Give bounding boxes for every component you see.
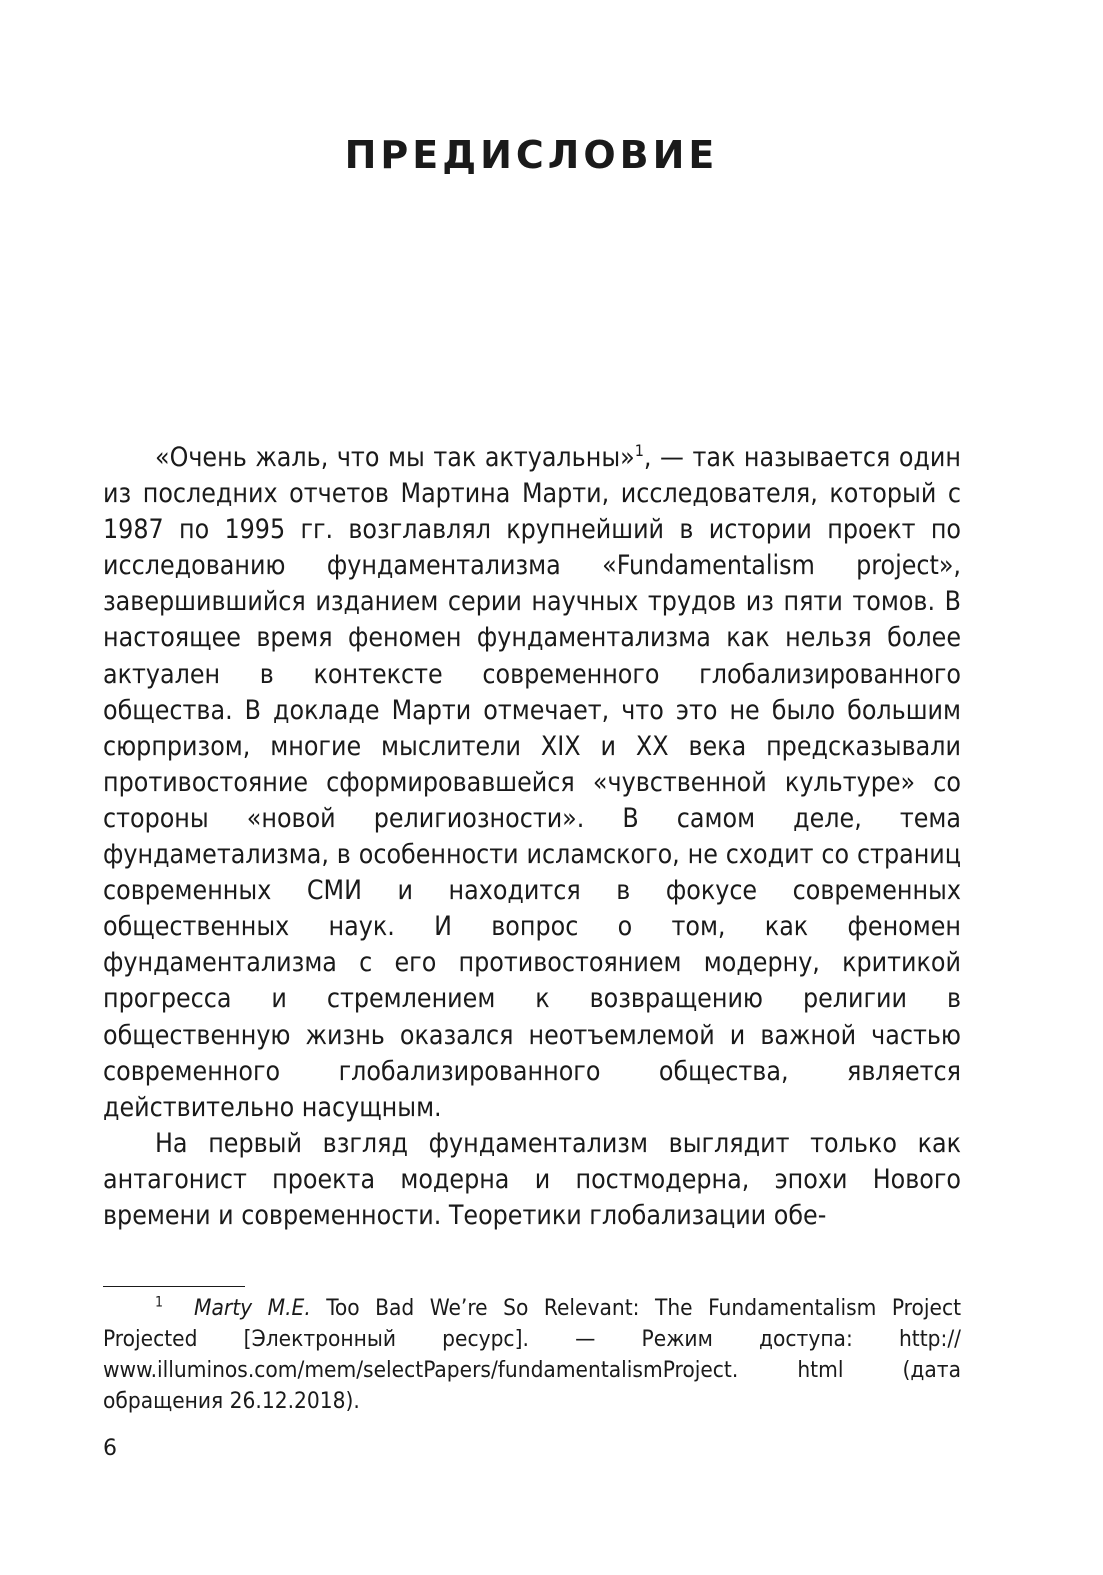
paragraph-1-rest: , — так называется один из последних отчетов Мартина Марти, исследователя, который с 1987 по 1995 гг. возглавлял крупнейший в истории проект по исследованию фундаментализма «Fundamentalism project», завершившийся изданием серии научных трудов из пяти томов. В настоящее время феномен фундаментализма как нельзя более актуален в контексте современного глобализированного общества. В докладе Марти отмечает, что это не было большим сюрпризом, многие мыслители XIX и XX века предсказывали противостояние сформировавшейся «чувственной культуре» со стороны «новой религиозности». В самом деле, тема фундаметализма, в особенности исламского, не сходит со страниц современных СМИ и находится в фокусе современных общественных наук. И вопрос о том, как феномен фундаментализма с его противостоянием модерну, критикой прогресса и стремлением к возвращению религии в общественную жизнь оказался неотъемлемой и важной частью современного глобализированного общества, является действительно насущным. <box>103 442 961 1123</box>
paragraph-1 <box>103 440 961 1126</box>
main-text <box>103 440 961 1234</box>
footnote-paragraph <box>103 1293 961 1417</box>
paragraph-1-start: «Очень жаль, что мы так актуальны» <box>155 442 635 473</box>
footnote-text: Too Bad We’re So Relevant: The Fundamentalism Project Projected [Электронный ресурс]. — Режим доступа: http:// www.illuminos.com/mem/selectPapers/fundamentalismProject. html (дата обращения 26.12.2018). <box>103 1295 962 1414</box>
footnote-reference: 1 <box>634 441 644 461</box>
chapter-title: ПРЕДИСЛОВИЕ <box>344 133 719 178</box>
footnote-divider <box>103 1286 245 1287</box>
footnote-marker: 1 <box>155 1294 164 1311</box>
page-number: 6 <box>103 1436 117 1461</box>
footnote-author: Marty M.E. <box>194 1295 311 1321</box>
footnote <box>103 1293 961 1417</box>
paragraph-2: На первый взгляд фундаментализм выглядит только как антагонист проекта модерна и постмодерна, эпохи Нового времени и современности. Теоретики глобализации обе- <box>103 1127 961 1231</box>
